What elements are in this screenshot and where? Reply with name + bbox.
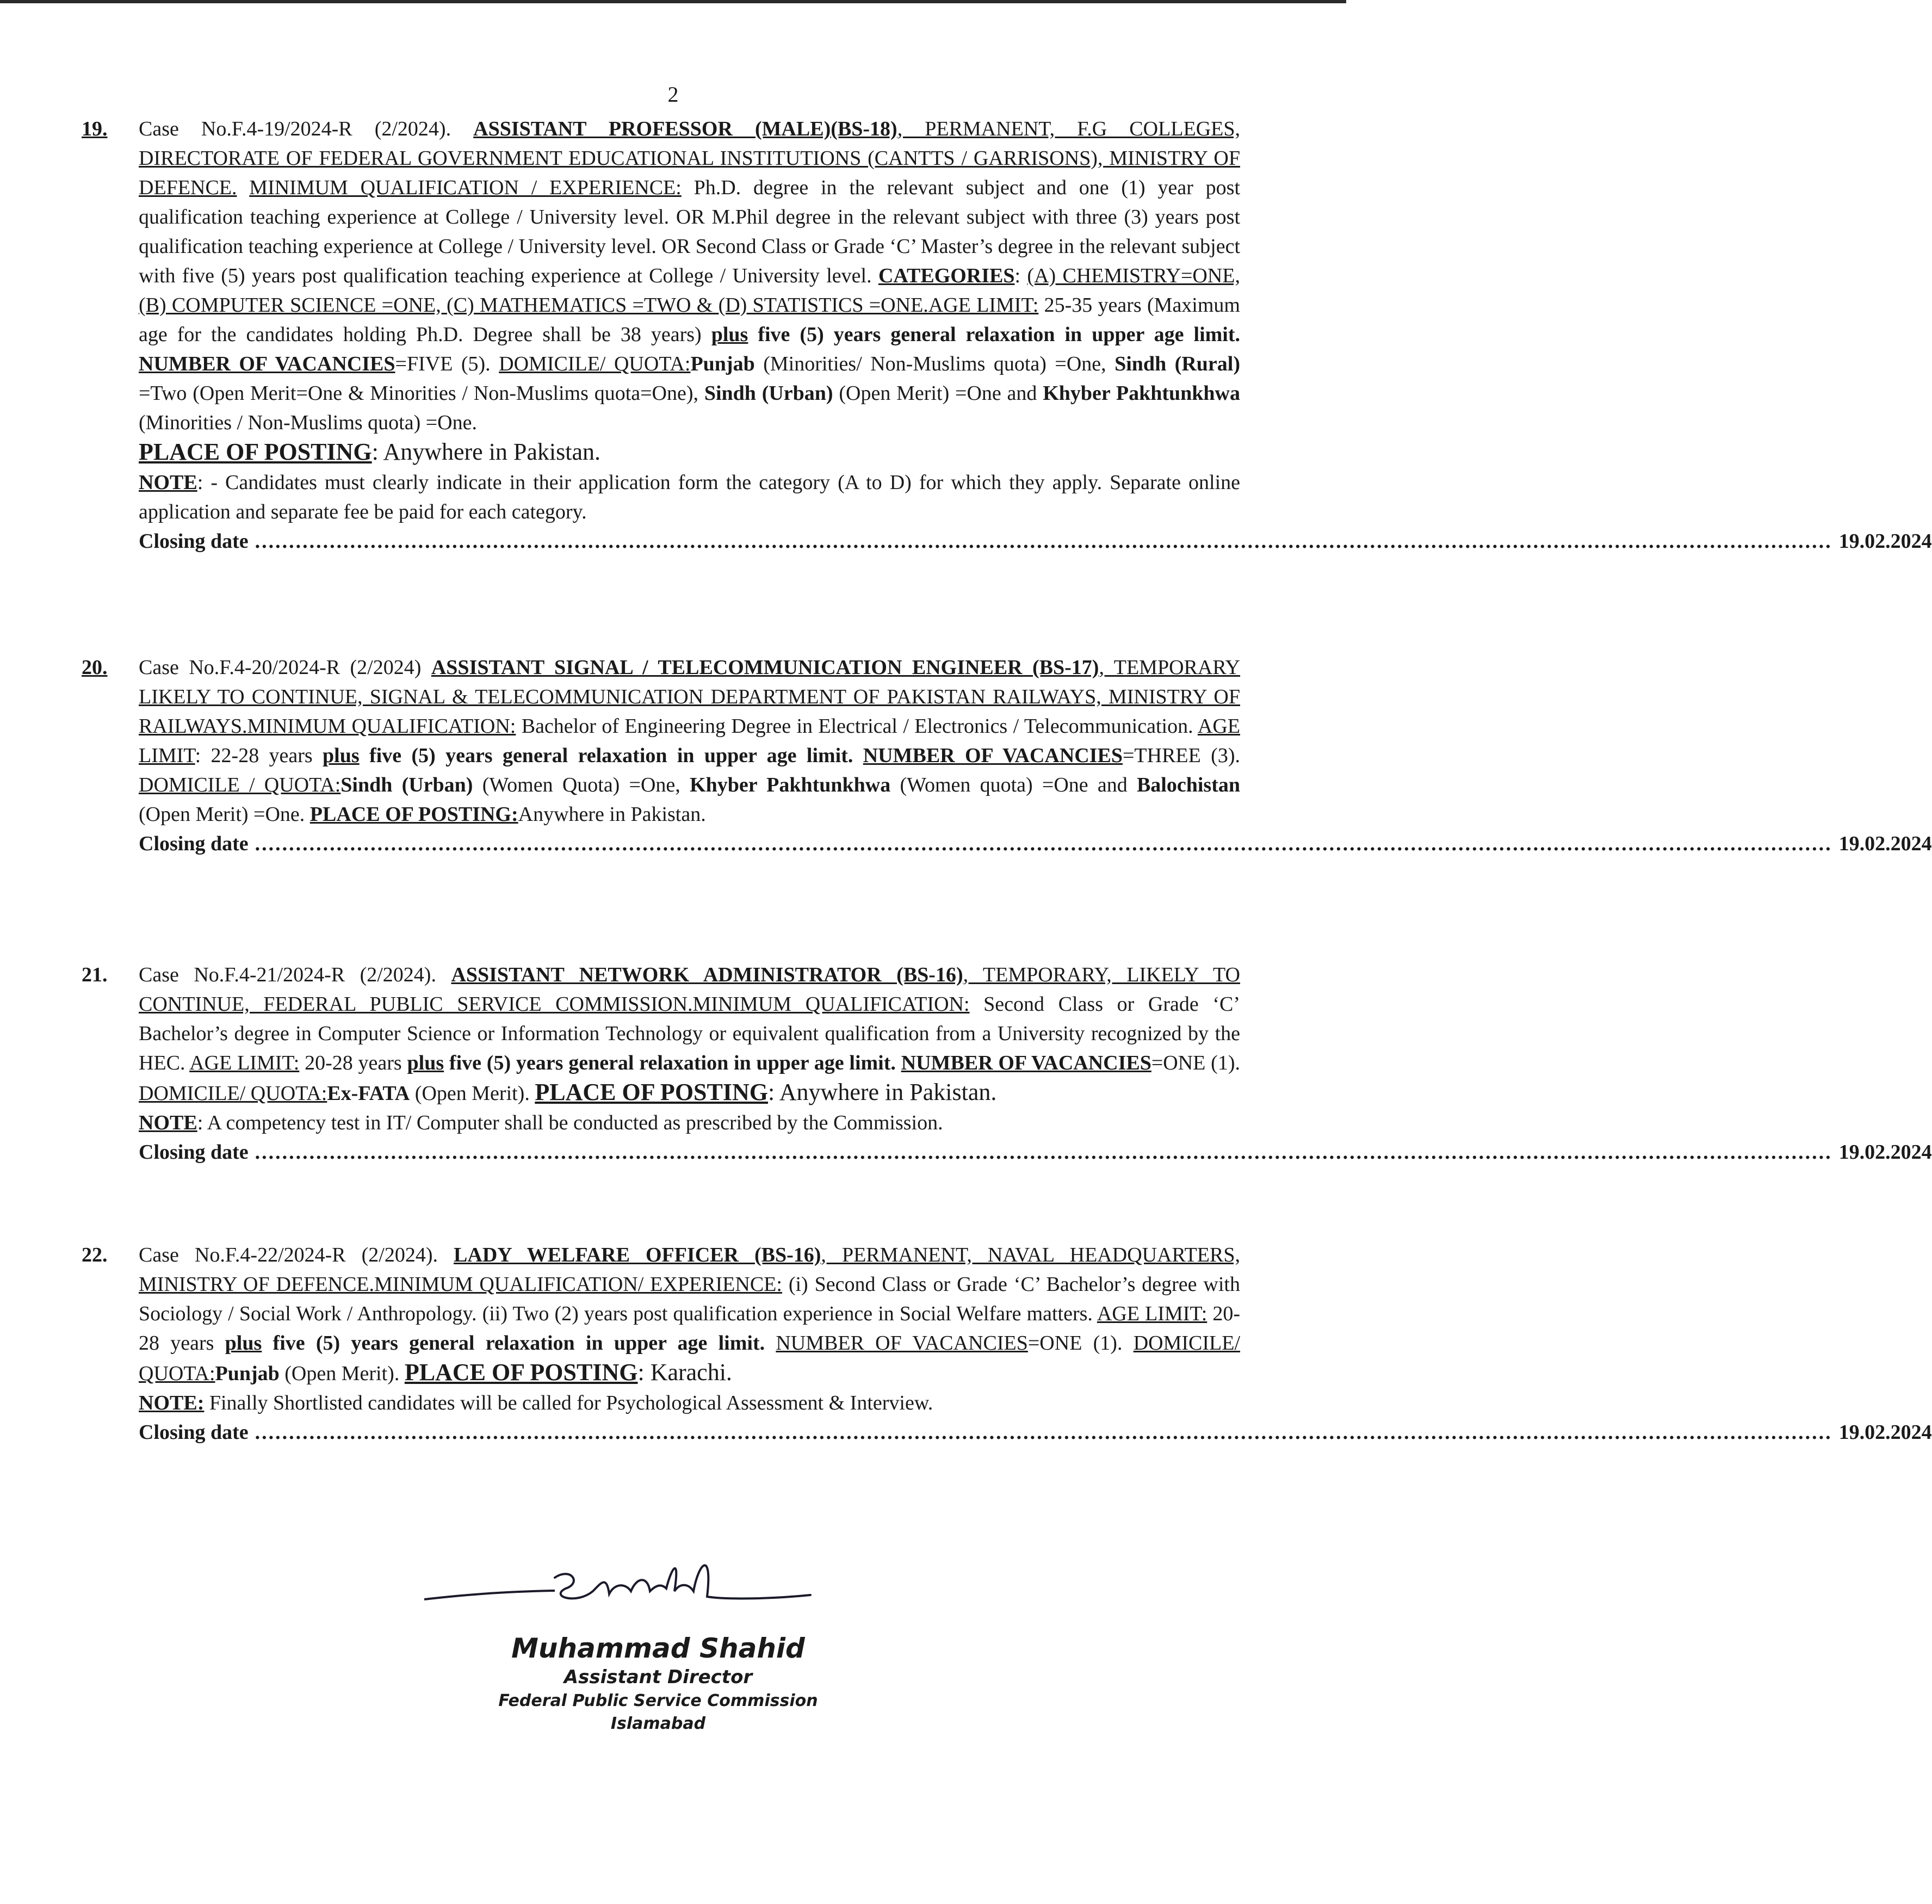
note-label: NOTE bbox=[139, 1111, 197, 1134]
age-limit-label: AGE LIMIT bbox=[139, 715, 1240, 767]
case-reference: Case No.F.4-19/2024-R (2/2024). bbox=[139, 118, 451, 140]
qualification-text: (i) Second Class or Grade ‘C’ Bachelor’s degree with Sociology / Social Work / Anthropology. (ii) Two (2) years post qualification experience in Social Welfare matters. bbox=[139, 1273, 1240, 1325]
case-number: 19. bbox=[82, 118, 108, 140]
domicile-quota: (Open Merit) =One and bbox=[833, 382, 1043, 405]
age-limit-text: 25-35 years (Maximum age for the candidates holding Ph.D. Degree shall be 38 years) bbox=[139, 294, 1240, 346]
qualification-label: MINIMUM QUALIFICATION/ EXPERIENCE: bbox=[374, 1273, 782, 1296]
domicile-quota: (Open Merit) =One. bbox=[139, 803, 305, 826]
signatory-city: Islamabad bbox=[610, 1714, 706, 1733]
case-22 bbox=[82, 1240, 1932, 1447]
post-detail: , TEMPORARY LIKELY TO CONTINUE, SIGNAL & TELECOMMUNICATION DEPARTMENT OF PAKISTAN RAILWAYS, MINISTRY OF RAILWAYS. bbox=[139, 656, 1241, 738]
post-detail: , PERMANENT, F.G COLLEGES, DIRECTORATE OF FEDERAL GOVERNMENT EDUCATIONAL INSTITUTIONS (CANTTS / GARRISONS), MINISTRY OF DEFENCE. bbox=[139, 118, 1241, 199]
relaxation-text: five (5) years general relaxation in upper age limit. bbox=[444, 1052, 896, 1074]
vacancies-label: NUMBER OF VACANCIES bbox=[776, 1332, 1028, 1355]
closing-date-value: 19.02.2024 bbox=[1838, 1421, 1932, 1444]
signatory-office: Federal Public Service Commission bbox=[498, 1691, 818, 1710]
case-number: 20. bbox=[82, 656, 108, 679]
plus-text: plus bbox=[407, 1052, 444, 1074]
qualification-label: MINIMUM QUALIFICATION: bbox=[692, 993, 970, 1016]
posting-label: PLACE OF POSTING bbox=[535, 1079, 768, 1105]
note-text: : A competency test in IT/ Computer shall be conducted as prescribed by the Commission. bbox=[197, 1111, 943, 1134]
domicile-region: Balochistan bbox=[1136, 774, 1240, 796]
relaxation-text: five (5) years general relaxation in upper age limit. bbox=[748, 323, 1240, 346]
categories-text: (A) CHEMISTRY=ONE, (B) COMPUTER SCIENCE =ONE, (C) MATHEMATICS =TWO & (D) STATISTICS =ONE. bbox=[139, 264, 1241, 317]
domicile-label: DOMICILE/ QUOTA: bbox=[499, 353, 691, 375]
case-20 bbox=[82, 653, 1932, 858]
case-reference: Case No.F.4-20/2024-R (2/2024) bbox=[139, 656, 422, 679]
leader-dots: ........................................................................................................................................................................................................................................ bbox=[255, 1421, 1832, 1444]
posting-text: : Karachi. bbox=[637, 1359, 732, 1386]
post-detail: , PERMANENT, NAVAL HEADQUARTERS, MINISTRY OF DEFENCE. bbox=[139, 1244, 1240, 1296]
post-title: LADY WELFARE OFFICER (BS-16) bbox=[454, 1244, 821, 1266]
vacancies-text: =FIVE (5). bbox=[395, 353, 491, 375]
domicile-region: Sindh (Urban) bbox=[340, 774, 473, 796]
domicile-quota: (Women Quota) =One, bbox=[473, 774, 690, 796]
domicile-quota: (Minorities / Non-Muslims quota) =One. bbox=[139, 411, 477, 434]
domicile-quota: (Open Merit). bbox=[279, 1362, 400, 1385]
post-title: ASSISTANT NETWORK ADMINISTRATOR (BS-16) bbox=[451, 963, 963, 986]
posting-label: PLACE OF POSTING: bbox=[309, 803, 518, 826]
leader-dots: ........................................................................................................................................................................................................................................ bbox=[255, 832, 1832, 855]
domicile-label: DOMICILE/ QUOTA: bbox=[139, 1082, 327, 1105]
qualification-text: Ph.D. degree in the relevant subject and one (1) year post qualification teaching experience at College / University level. OR M.Phil degree in the relevant subject with three (3) years post qualification teaching experience at College / University level. OR Second Class or Grade ‘C’ Master’s degree in the relevant subject with five (5) years post qualification teaching experience at College / University level. bbox=[139, 176, 1240, 287]
case-21 bbox=[82, 960, 1932, 1167]
case-19: 19. Case No.F.4-19/2024-R (2/2024). ASSISTANT PROFESSOR (MALE)(BS-18), PERMANENT, F.G COLLEGES, DIRECTORATE OF FEDERAL GOVERNMENT EDUCATIONAL INSTITUTIONS (CANTTS / GARRISONS), MINISTRY OF DEFENCE. MINIMUM QUALIFICATION / EXPERIENCE: Ph.D. degree in the relevant subject and one (1) year post qualification teaching experience at College / University level. OR M.Phil degree in the relevant subject with three (3) years post qualification teaching experience at College / University level. OR Second Class or Grade ‘C’ Master’s degree in the relevant subject with five (5) years post qualification teaching experience at College / University level. CATEGORIES: (A) CHEMISTRY=ONE, (B) COMPUTER SCIENCE =ONE, (C) MATHEMATICS =TWO & (D) STATISTICS =ONE.AGE LIMIT: 25-35 years (Maximum age for the candidates holding Ph.D. Degree shall be 38 years) plus five (5) years general relaxation in upper age limit. NUMBER OF VACANCIES=FIVE (5). DOMICILE/ QUOTA:Punjab (Minorities/ Non-Muslims quota) =One, Sindh (Rural) =Two (Open Merit=One & Minorities / Non-Muslims quota=One), Sindh (Urban) (Open Merit) =One and Khyber Pakhtunkhwa (Minorities / Non-Muslims quota) =One. PLACE OF POSTING: Anywhere in Pakistan. NOTE: - Candidates must clearly indicate in their application form the category (A to D) for which they apply. Separate online application and separate fee be paid for each category. Closing date ........................................................................................................................................................................................................................................ 19.02.2024 bbox=[82, 114, 1240, 556]
vacancies-text: =ONE (1). bbox=[1027, 1332, 1123, 1355]
leader-dots: ........................................................................................................................................................................................................................................ bbox=[255, 530, 1832, 553]
relaxation-text: five (5) years general relaxation in upper age limit. bbox=[359, 744, 853, 767]
case-reference: Case No.F.4-21/2024-R (2/2024). bbox=[139, 963, 436, 986]
case-number: 21. bbox=[82, 963, 108, 986]
domicile-region: Punjab bbox=[690, 353, 755, 375]
closing-date-row bbox=[139, 829, 1932, 858]
closing-date-value: 19.02.2024 bbox=[1838, 530, 1932, 553]
age-limit-label: AGE LIMIT: bbox=[189, 1052, 300, 1074]
closing-date-value: 19.02.2024 bbox=[1838, 832, 1932, 855]
note-text: : - Candidates must clearly indicate in their application form the category (A to D) for which they apply. Separate online application and separate fee be paid for each category. bbox=[139, 471, 1240, 523]
age-limit-label: AGE LIMIT: bbox=[1097, 1302, 1208, 1325]
signatory-name: Muhammad Shahid bbox=[511, 1633, 805, 1664]
relaxation-text: five (5) years general relaxation in upper age limit. bbox=[262, 1332, 765, 1355]
plus-text: plus bbox=[225, 1332, 262, 1355]
case-reference: Case No.F.4-22/2024-R (2/2024). bbox=[139, 1244, 438, 1266]
note-text: Finally Shortlisted candidates will be called for Psychological Assessment & Interview. bbox=[204, 1392, 933, 1414]
domicile-region: Punjab bbox=[215, 1362, 280, 1385]
case-number: 22. bbox=[82, 1244, 108, 1266]
post-title: ASSISTANT PROFESSOR (MALE)(BS-18) bbox=[473, 118, 897, 140]
domicile-label: DOMICILE/ QUOTA: bbox=[139, 1332, 1241, 1385]
handwritten-signature bbox=[419, 1545, 865, 1632]
closing-date-label: Closing date bbox=[139, 832, 249, 855]
domicile-quota: =Two (Open Merit=One & Minorities / Non-Muslims quota=One), bbox=[139, 382, 704, 405]
page-number: 2 bbox=[667, 82, 679, 107]
domicile-region: Ex-FATA bbox=[327, 1082, 410, 1105]
domicile-quota: (Open Merit). bbox=[410, 1082, 530, 1105]
signatory-designation: Assistant Director bbox=[564, 1666, 753, 1688]
domicile-region: Khyber Pakhtunkhwa bbox=[690, 774, 891, 796]
posting-label: PLACE OF POSTING bbox=[139, 438, 372, 465]
age-limit-label: AGE LIMIT: bbox=[928, 294, 1039, 317]
posting-text: : Anywhere in Pakistan. bbox=[371, 438, 601, 465]
closing-date-row bbox=[139, 1418, 1932, 1447]
closing-date-label: Closing date bbox=[139, 1421, 249, 1444]
posting-label: PLACE OF POSTING bbox=[404, 1359, 638, 1386]
age-limit-text: 20-28 years bbox=[299, 1052, 407, 1074]
age-limit-text: : 22-28 years bbox=[195, 744, 323, 767]
vacancies-text: =ONE (1). bbox=[1151, 1052, 1240, 1074]
vacancies-text: =THREE (3). bbox=[1122, 744, 1240, 767]
signatory-details bbox=[468, 1632, 849, 1735]
closing-date-row bbox=[139, 527, 1932, 556]
qualification-label: MINIMUM QUALIFICATION / EXPERIENCE: bbox=[249, 176, 682, 199]
age-limit-text: 20-28 years bbox=[139, 1302, 1240, 1355]
closing-date-row bbox=[139, 1138, 1932, 1167]
domicile-quota: (Minorities/ Non-Muslims quota) =One, bbox=[754, 353, 1115, 375]
domicile-region: Sindh (Urban) bbox=[704, 382, 833, 405]
page-top-border bbox=[0, 0, 1346, 3]
post-detail: , TEMPORARY, LIKELY TO CONTINUE, FEDERAL PUBLIC SERVICE COMMISSION. bbox=[139, 963, 1240, 1016]
plus-text: plus bbox=[323, 744, 360, 767]
note-label: NOTE bbox=[139, 471, 197, 494]
qualification-text: Bachelor of Engineering Degree in Electrical / Electronics / Telecommunication. bbox=[516, 715, 1193, 738]
posting-text: Anywhere in Pakistan. bbox=[518, 803, 706, 826]
domicile-region: Khyber Pakhtunkhwa bbox=[1043, 382, 1240, 405]
leader-dots: ........................................................................................................................................................................................................................................ bbox=[255, 1141, 1832, 1164]
closing-date-label: Closing date bbox=[139, 530, 249, 553]
vacancies-label: NUMBER OF VACANCIES bbox=[901, 1052, 1151, 1074]
vacancies-label: NUMBER OF VACANCIES bbox=[863, 744, 1123, 767]
note-label: NOTE: bbox=[139, 1392, 205, 1414]
categories-label: CATEGORIES bbox=[878, 264, 1015, 287]
post-title: ASSISTANT SIGNAL / TELECOMMUNICATION ENGINEER (BS-17) bbox=[431, 656, 1099, 679]
domicile-label: DOMICILE / QUOTA: bbox=[139, 774, 341, 796]
vacancies-label: NUMBER OF VACANCIES bbox=[139, 353, 395, 375]
domicile-quota: (Women quota) =One and bbox=[890, 774, 1137, 796]
closing-date-value: 19.02.2024 bbox=[1838, 1141, 1932, 1164]
closing-date-label: Closing date bbox=[139, 1141, 249, 1164]
plus-text: plus bbox=[711, 323, 748, 346]
domicile-region: Sindh (Rural) bbox=[1114, 353, 1240, 375]
posting-text: : Anywhere in Pakistan. bbox=[767, 1079, 997, 1105]
qualification-label: MINIMUM QUALIFICATION: bbox=[247, 715, 516, 738]
qualification-text: Second Class or Grade ‘C’ Bachelor’s degree in Computer Science or Information Technology or equivalent qualification from a University recognized by the HEC. bbox=[139, 993, 1240, 1074]
